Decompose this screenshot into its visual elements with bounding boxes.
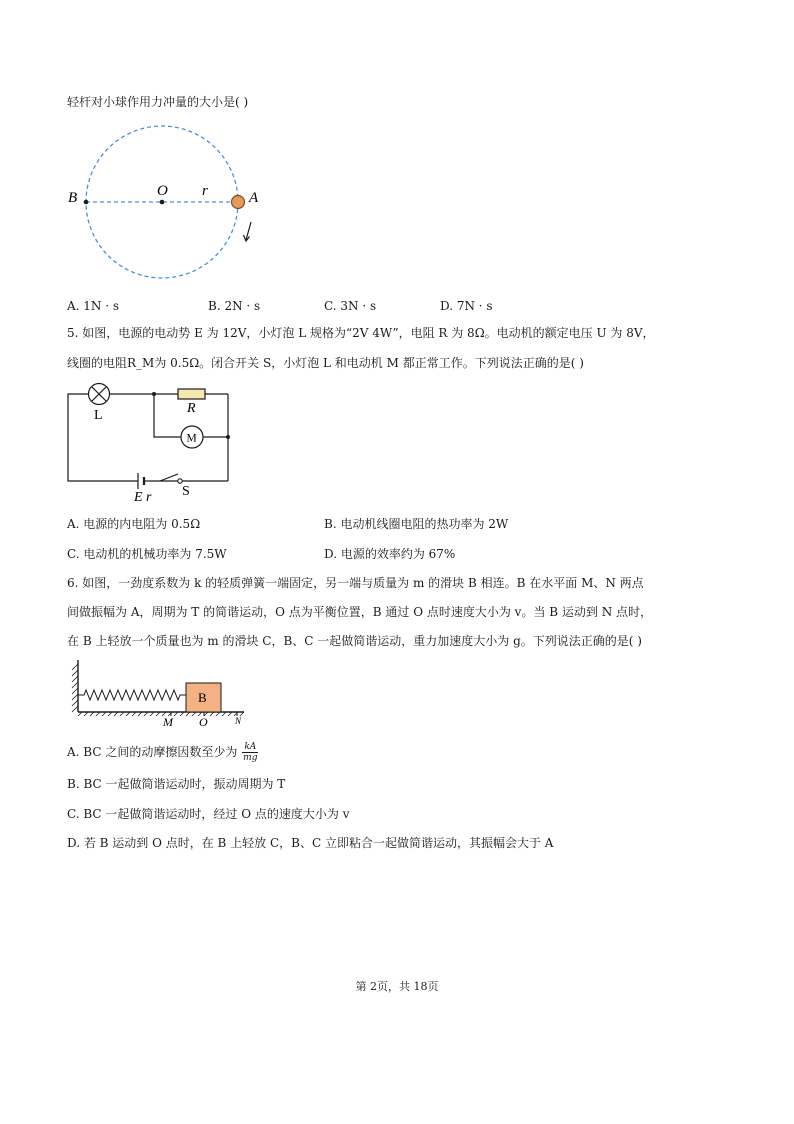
q6-stem-line3: 在 B 上轻放一个质量也为 m 的滑块 C，B、C 一起做简谐运动，重力加速度大小为 g。下列说法正确的是( ) [67, 634, 642, 648]
block-label: B [198, 690, 207, 705]
q5-option-d: D. 电源的效率约为 67% [324, 547, 456, 561]
fraction-ka-mg [242, 742, 258, 763]
q6-option-a [67, 742, 258, 763]
label-battery: E r [134, 490, 152, 505]
wall-hatch [72, 664, 78, 712]
label-r: r [202, 183, 208, 199]
q6-option-a-text: A. BC 之间的动摩擦因数至少为 [67, 745, 238, 759]
label-n: N [235, 716, 242, 726]
switch-lever [160, 474, 178, 481]
label-a: A [249, 190, 259, 206]
page-footer: 第 2页，共 18页 [355, 980, 439, 993]
label-motor: M [186, 432, 197, 445]
wire-left [68, 394, 138, 481]
fraction-denominator: mg [243, 753, 258, 763]
q4-option-b: B. 2N · s [208, 299, 261, 313]
q5-option-c: C. 电动机的机械功率为 7.5W [67, 547, 227, 561]
fraction-numerator: kA [242, 742, 258, 753]
q6-option-b: B. BC 一起做简谐运动时，振动周期为 T [67, 777, 286, 791]
q6-stem-line2: 间做振幅为 A，周期为 T 的简谐运动，O 点为平衡位置，B 通过 O 点时速度大小为 v。当 B 运动到 N 点时， [67, 605, 653, 619]
junction-right [226, 435, 230, 439]
q4-option-d: D. 7N · s [440, 299, 493, 313]
q5-option-b: B. 电动机线圈电阻的热功率为 2W [324, 517, 509, 531]
point-b [84, 200, 89, 205]
q4-circle-figure [60, 118, 280, 288]
label-o: O [157, 183, 168, 199]
wire-branch [154, 394, 181, 437]
label-resistor: R [187, 401, 196, 416]
label-b: B [68, 190, 78, 206]
q5-circuit-figure [60, 380, 260, 505]
q4-option-a: A. 1N · s [67, 299, 120, 313]
q6-stem-line1: 6. 如图，一劲度系数为 k 的轻质弹簧一端固定，另一端与质量为 m 的滑块 B 相连。B 在水平面 M、N 两点 [67, 576, 644, 590]
q6-option-d: D. 若 B 运动到 O 点时，在 B 上轻放 C，B、C 立即粘合一起做简谐运动，其振幅会大于 A [67, 836, 554, 850]
q6-spring-figure [66, 658, 256, 730]
point-o [160, 200, 165, 205]
spring [78, 690, 186, 700]
q5-stem-line1: 5. 如图，电源的电动势 E 为 12V，小灯泡 L 规格为“2V 4W”，电阻 R 为 8Ω。电动机的额定电压 U 为 8V， [67, 326, 655, 340]
label-o: O [199, 715, 208, 729]
q4-stem-tail: 轻杆对小球作用力冲量的大小是( ) [67, 95, 249, 109]
resistor-symbol [178, 389, 205, 399]
q4-option-c: C. 3N · s [324, 299, 377, 313]
switch-contact [178, 479, 182, 483]
q5-option-a: A. 电源的内电阻为 0.5Ω [67, 517, 201, 531]
q5-stem-line2: 线圈的电阻R_M为 0.5Ω。闭合开关 S，小灯泡 L 和电动机 M 都正常工作。下列说法正确的是( ) [67, 356, 584, 370]
ball [232, 196, 245, 209]
label-m: M [163, 715, 173, 729]
junction-top [152, 392, 156, 396]
label-lamp: L [94, 408, 103, 423]
label-switch: S [182, 484, 190, 499]
q6-option-c: C. BC 一起做简谐运动时，经过 O 点的速度大小为 v [67, 807, 350, 821]
